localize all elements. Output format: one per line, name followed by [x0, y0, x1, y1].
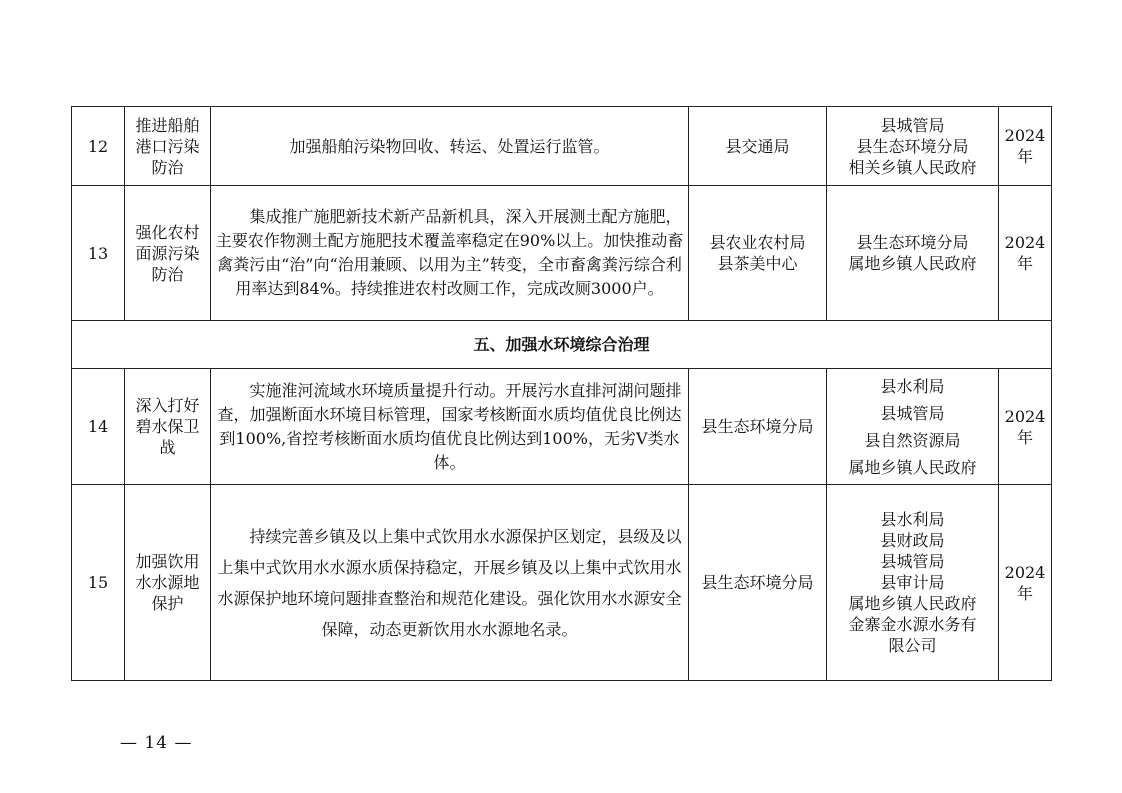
- cooperating-department: 限公司: [888, 636, 937, 655]
- task-content-cell: [211, 369, 689, 485]
- task-name-cell: [125, 369, 211, 485]
- task-content-text: 集成推广施肥新技术新产品新机具，深入开展测土配方施肥，主要农作物测土配方施肥技术覆盖率稳定在90%以上。加快推动畜禽粪污由“治”向“治用兼顾、以用为主”转变，全市畜禽粪污综合利用率达到84%。持续推进农村改厕工作，完成改厕3000户。: [215, 207, 684, 298]
- deadline-unit: 年: [1016, 583, 1033, 603]
- task-name-line: 港口污染: [135, 136, 200, 156]
- lead-department: 县生态环境分局: [701, 417, 814, 436]
- task-name-line: 保护: [151, 594, 184, 613]
- deadline-cell: [999, 369, 1052, 485]
- table-row: [72, 485, 1052, 681]
- cooperating-departments-cell: [827, 485, 999, 681]
- task-name-line: 深入打好: [135, 396, 200, 415]
- section-heading: 五、加强水环境综合治理: [72, 321, 1052, 369]
- cooperating-department: 县城管局: [880, 552, 945, 571]
- deadline-year: 2024: [1004, 126, 1046, 145]
- page-number: — 14 —: [120, 733, 193, 753]
- lead-department: 县生态环境分局: [701, 573, 814, 592]
- cooperating-department: 县水利局: [880, 510, 945, 529]
- task-name-line: 防治: [151, 157, 184, 177]
- task-name-cell: [125, 107, 211, 186]
- task-name-line: 碧水保卫: [135, 417, 200, 436]
- deadline-year: 2024: [1004, 406, 1046, 426]
- cooperating-department: 县自然资源局: [864, 430, 961, 450]
- task-content-text: 实施淮河流域水环境质量提升行动。开展污水直排河湖问题排查，加强断面水环境目标管理，国家考核断面水质均值优良比例达到100%,省控考核断面水质均值优良比例达到100%，无劣V类水体。: [217, 380, 682, 472]
- table-row: [72, 107, 1052, 186]
- cooperating-department: 属地乡镇人民政府: [848, 457, 977, 477]
- cooperating-department: 县水利局: [880, 376, 945, 396]
- task-content-text: 加强船舶污染物回收、转运、处置运行监管。: [289, 136, 610, 156]
- task-content-cell: [211, 107, 689, 186]
- cooperating-departments-cell: [827, 369, 999, 485]
- deadline-cell: [999, 107, 1052, 186]
- task-table: [71, 106, 1052, 681]
- cooperating-department: 金寨金水源水务有: [848, 615, 977, 634]
- row-number: 15: [72, 485, 125, 681]
- task-name-cell: [125, 485, 211, 681]
- task-name-line: 战: [159, 438, 176, 457]
- deadline-year: 2024: [1004, 233, 1046, 252]
- cooperating-department: 县城管局: [880, 115, 945, 135]
- cooperating-departments-cell: [827, 107, 999, 186]
- table-row: [72, 186, 1052, 321]
- task-content-text: 持续完善乡镇及以上集中式饮用水水源保护区划定，县级及以上集中式饮用水水源水质保持稳定，开展乡镇及以上集中式饮用水水源保护地环境问题排查整治和规范化建设。强化饮用水水源安全保障，动态更新饮用水水源地名录。: [217, 526, 682, 639]
- row-number: 13: [72, 186, 125, 321]
- lead-department-cell: [689, 107, 827, 186]
- deadline-cell: [999, 186, 1052, 321]
- deadline-year: 2024: [1004, 562, 1046, 582]
- lead-department-cell: [689, 186, 827, 321]
- task-name-line: 防治: [151, 264, 184, 284]
- task-content-cell: [211, 485, 689, 681]
- section-row: [72, 321, 1052, 369]
- lead-department: 县交通局: [725, 136, 790, 156]
- cooperating-department: 县生态环境分局: [856, 136, 969, 156]
- row-number: 14: [72, 369, 125, 485]
- cooperating-departments-cell: [827, 186, 999, 321]
- lead-department: 县茶美中心: [717, 254, 798, 273]
- cooperating-department: 属地乡镇人民政府: [848, 594, 977, 613]
- lead-department-cell: [689, 485, 827, 681]
- deadline-unit: 年: [1016, 254, 1033, 273]
- cooperating-department: 县生态环境分局: [856, 233, 969, 252]
- deadline-cell: [999, 485, 1052, 681]
- deadline-unit: 年: [1016, 427, 1033, 447]
- task-name-line: 面源污染: [135, 243, 200, 263]
- cooperating-department: 县财政局: [880, 531, 945, 550]
- table-row: [72, 369, 1052, 485]
- cooperating-department: 县审计局: [880, 573, 945, 592]
- lead-department: 县农业农村局: [709, 233, 806, 252]
- task-name-line: 强化农村: [135, 222, 200, 242]
- task-name-line: 水水源地: [135, 573, 200, 592]
- row-number: 12: [72, 107, 125, 186]
- task-name-line: 推进船舶: [135, 115, 200, 135]
- cooperating-department: 县城管局: [880, 403, 945, 423]
- task-name-line: 加强饮用: [135, 552, 200, 571]
- deadline-unit: 年: [1016, 147, 1033, 166]
- task-content-cell: [211, 186, 689, 321]
- task-name-cell: [125, 186, 211, 321]
- lead-department-cell: [689, 369, 827, 485]
- cooperating-department: 相关乡镇人民政府: [848, 157, 977, 177]
- cooperating-department: 属地乡镇人民政府: [848, 254, 977, 273]
